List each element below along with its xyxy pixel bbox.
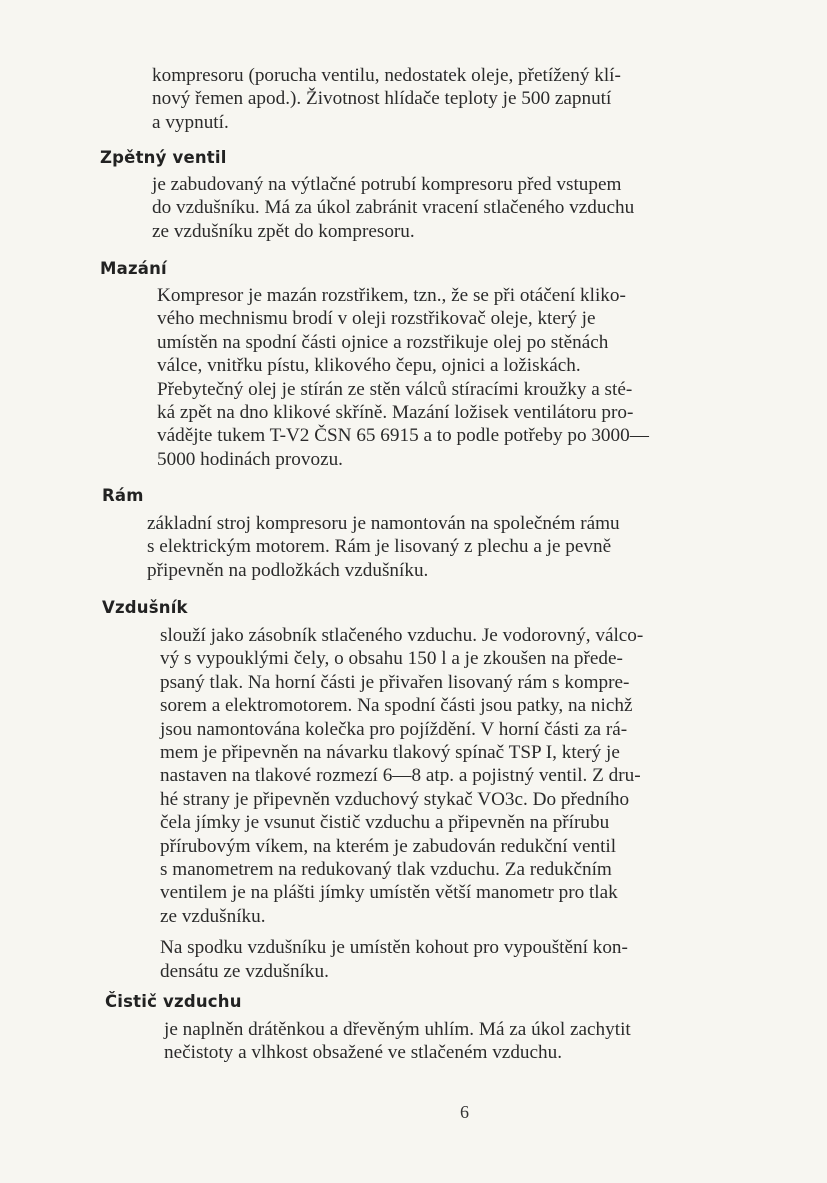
- text-line: s manometrem na redukovaný tlak vzduchu. Za redukčním: [160, 859, 612, 881]
- text-line: připevněn na podložkách vzdušníku.: [147, 559, 429, 581]
- text-line: vého mechnismu brodí v oleji rozstřikovač oleje, který je: [157, 308, 596, 330]
- text-line: psaný tlak. Na horní části je přivařen lisovaný rám s kompre-: [160, 671, 630, 693]
- section-body-cistic-vzduchu: [164, 1018, 631, 1065]
- text-line: je naplněn drátěnkou a dřevěným uhlím. Má za úkol zachytit: [164, 1019, 631, 1040]
- text-line: vádějte tukem T-V2 ČSN 65 6915 a to podle potřeby po 3000—: [157, 425, 649, 447]
- section-heading-vzdusnik: Vzdušník: [102, 598, 188, 617]
- text-line: sorem a elektromotorem. Na spodní části jsou patky, na nichž: [160, 695, 633, 717]
- text-line: s elektrickým motorem. Rám je lisovaný z plechu a je pevně: [147, 536, 612, 558]
- text-line: vý s vypouklými čely, o obsahu 150 l a je zkoušen na přede-: [160, 648, 623, 670]
- text-line: jsou namontována kolečka pro pojíždění. V horní části za rá-: [160, 718, 628, 740]
- text-line: ká zpět na dno klikové skříně. Mazání ložisek ventilátoru pro-: [157, 402, 634, 424]
- text-line: válce, vnitřku pístu, klikového čepu, ojnici a ložiskách.: [157, 355, 581, 377]
- text-line: densátu ze vzdušníku.: [160, 960, 329, 982]
- section-body-vzdusnik: [160, 624, 643, 983]
- section-heading-ram: Rám: [102, 486, 144, 505]
- text-line: a vypnutí.: [152, 111, 229, 133]
- section-heading-cistic-vzduchu: Čistič vzduchu: [105, 992, 242, 1011]
- text-line: hé strany je připevněn vzduchový stykač VO3c. Do předního: [160, 788, 630, 810]
- text-line: čela jímky je vsunut čistič vzduchu a připevněn na přírubu: [160, 812, 610, 834]
- text-line: kompresoru (porucha ventilu, nedostatek oleje, přetížený klí-: [152, 65, 621, 86]
- text-line: ze vzdušníku zpět do kompresoru.: [152, 220, 415, 242]
- text-line: je zabudovaný na výtlačné potrubí kompresoru před vstupem: [152, 174, 622, 195]
- text-line: Na spodku vzdušníku je umístěn kohout pro vypouštění kon-: [160, 937, 628, 959]
- text-line: slouží jako zásobník stlačeného vzduchu. Je vodorovný, válco-: [160, 625, 644, 646]
- text-line: Přebytečný olej je stírán ze stěn válců stíracími kroužky a sté-: [157, 378, 633, 400]
- text-line: ventilem je na plášti jímky umístěn větší manometr pro tlak: [160, 882, 618, 904]
- section-body-mazani: [157, 284, 649, 471]
- paragraph-gap: [160, 928, 643, 936]
- section-body-ram: [147, 512, 620, 582]
- text-line: nečistoty a vlhkost obsažené ve stlačeném vzduchu.: [164, 1042, 563, 1064]
- text-line: 5000 hodinách provozu.: [157, 448, 343, 470]
- section-heading-mazani: Mazání: [100, 259, 167, 278]
- section-body-zpetny-ventil: [152, 173, 634, 243]
- text-line: Kompresor je mazán rozstřikem, tzn., že se při otáčení kliko-: [157, 285, 626, 306]
- text-line: do vzdušníku. Má za úkol zabránit vracení stlačeného vzduchu: [152, 197, 635, 219]
- continuation-text: [152, 64, 621, 134]
- text-line: ze vzdušníku.: [160, 905, 266, 927]
- section-heading-zpetny-ventil: Zpětný ventil: [100, 148, 227, 167]
- text-line: umístěn na spodní části ojnice a rozstřikuje olej po stěnách: [157, 331, 609, 353]
- text-line: nový řemen apod.). Životnost hlídače teploty je 500 zapnutí: [152, 88, 612, 110]
- text-line: mem je připevněn na návarku tlakový spínač TSP I, který je: [160, 742, 620, 764]
- text-line: základní stroj kompresoru je namontován na společném rámu: [147, 513, 620, 534]
- page-number: 6: [460, 1102, 469, 1122]
- text-line: nastaven na tlakové rozmezí 6—8 atp. a pojistný ventil. Z dru-: [160, 765, 641, 787]
- text-line: přírubovým víkem, na kterém je zabudován redukční ventil: [160, 835, 617, 857]
